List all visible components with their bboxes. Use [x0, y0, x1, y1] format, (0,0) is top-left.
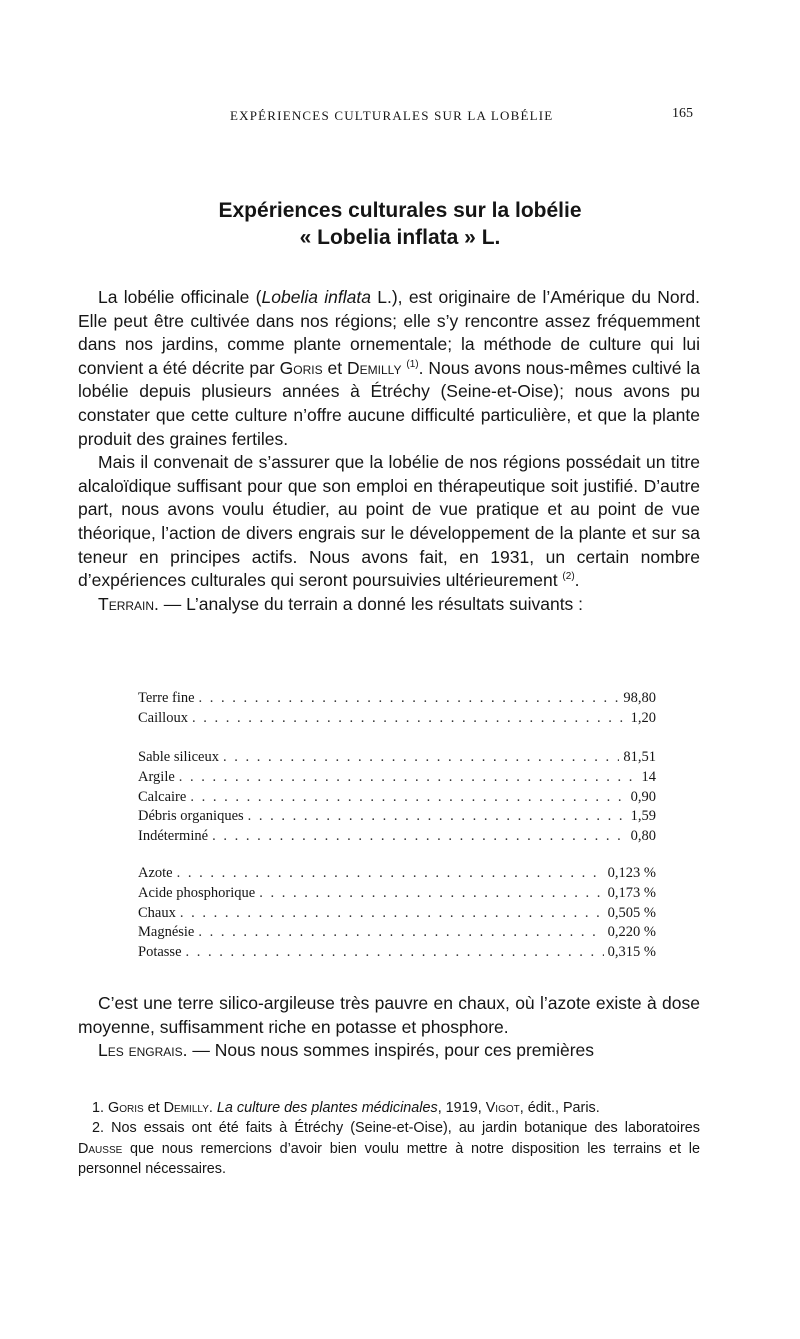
soil-table-composition — [138, 749, 656, 848]
conclusion-section — [78, 992, 700, 1063]
table-row: Calcaire . . . 0,90 — [138, 789, 656, 809]
paragraph-purpose: Mais il convenait de s’assurer que la lobélie de nos régions possédait un titre alcaloïdique suffisant pour que son emploi en thérapeutique soit justifié. D’autre part, nous avons voulu étudier, au point de vue pratique et au point de vue théorique, l’action de divers engrais sur le développement de la plante et sur sa teneur en principes actifs. Nous avons fait, en 1931, un certain nombre d’expériences culturales qui seront poursuivies ultérieurement $^{(2)}$. — [78, 452, 700, 591]
footnote-1: 1. Goris et Demilly. La culture des plantes médicinales, 1919, Vigot, édit., Paris. — [92, 1100, 600, 1116]
section-label: Les engrais. — [98, 1040, 188, 1061]
intro-section — [78, 286, 700, 616]
footnote-ref: (2) — [562, 571, 575, 583]
table-row: Sable siliceux . . . 81,51 — [138, 749, 656, 769]
table-row: Magnésie . . . 0,220 % — [138, 924, 656, 944]
book-title: La culture des plantes médicinales — [216, 1100, 438, 1116]
article-title — [0, 197, 800, 251]
species-name: Lobelia inflata — [261, 287, 371, 307]
table-row: Potasse . . . 0,315 % — [138, 944, 656, 964]
paragraph-soil-summary: C’est une terre silico-argileuse très pauvre en chaux, où l’azote existe à dose moyenne, suffisamment riche en potasse et phosphore. — [78, 993, 700, 1037]
table-row: Débris organiques . . . 1,59 — [138, 808, 656, 828]
author-name: Demilly — [347, 357, 402, 378]
table-row: Terre fine . . . 98,80 — [138, 690, 656, 710]
table-row: Chaux . . . 0,505 % — [138, 905, 656, 925]
paragraph-origin: La lobélie officinale (Lobelia inflata L.), est originaire de l’Amérique du Nord. Elle peut être cultivée dans nos régions; elle s’y rencontre assez fréquemment dans nos jardins, comme plante ornementale; la méthode de culture qui lui convient a été décrite par Goris et Demilly $^{(1)}$. Nous avons nous-mêmes cultivé la lobélie depuis plusieurs années à Étréchy (Seine-et-Oise); nous avons pu constater que cette culture n’offre aucune difficulté particulière, et que la plante produit des graines fertiles. — [78, 287, 700, 449]
table-row: Argile . . . 14 — [138, 769, 656, 789]
author-name: Goris — [279, 357, 323, 378]
soil-table-nutrients — [138, 865, 656, 964]
section-label: Terrain. — [98, 593, 159, 614]
table-row: Azote . . . 0,123 % — [138, 865, 656, 885]
footnote-2: 2. Nos essais ont été faits à Étréchy (Seine-et-Oise), au jardin botanique des laboratoires Dausse que nous remercions d’avoir bien voulu mettre à notre disposition les terrains et le personnel nécessaires. — [78, 1120, 700, 1178]
table-row: Cailloux . . . 1,20 — [138, 710, 656, 730]
footnotes — [78, 1098, 700, 1180]
paragraph-fertilizers: Les engrais. — Nous nous sommes inspirés, pour ces premières — [98, 1040, 595, 1061]
title-line-1: Expériences culturales sur la lobélie — [218, 199, 582, 222]
soil-table-texture — [138, 690, 656, 730]
table-row: Indéterminé . . . 0,80 — [138, 828, 656, 848]
footnote-ref: (1) — [406, 358, 419, 370]
running-head: EXPÉRIENCES CULTURALES SUR LA LOBÉLIE — [230, 108, 554, 123]
title-line-2: « Lobelia inflata » L. — [299, 226, 501, 249]
paragraph-terrain: Terrain. — L’analyse du terrain a donné les résultats suivants : — [98, 593, 584, 614]
page-number: 165 — [672, 106, 693, 121]
table-row: Acide phosphorique . . . 0,173 % — [138, 885, 656, 905]
